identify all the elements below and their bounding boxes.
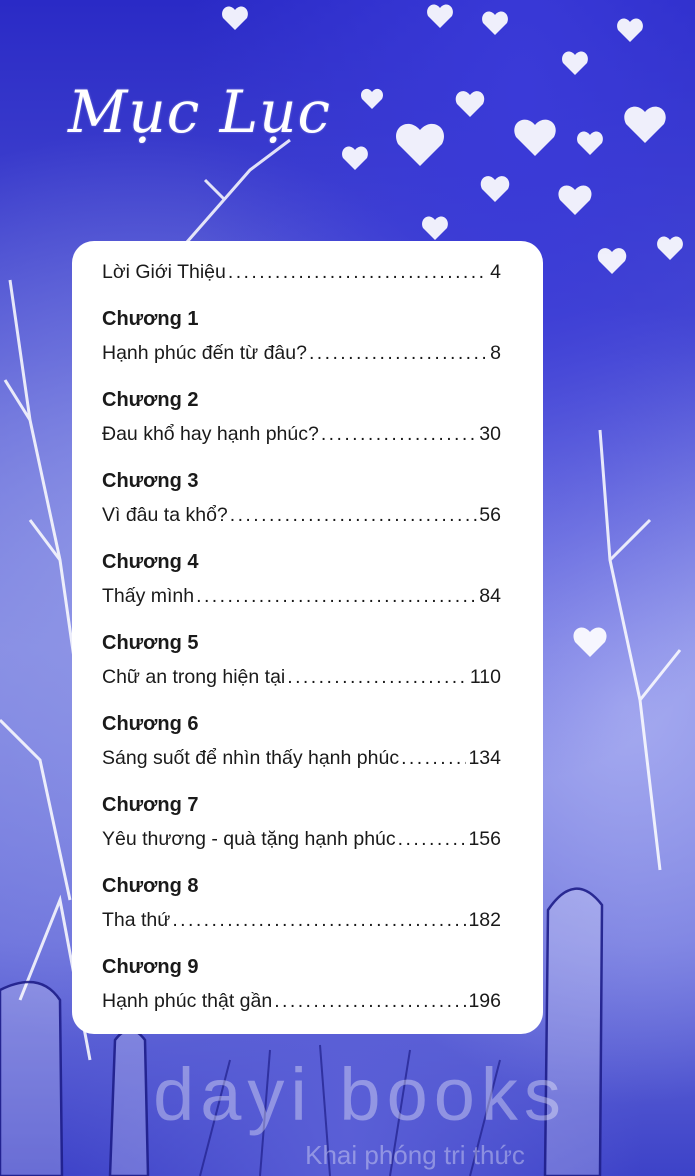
- toc-entry-label: Hạnh phúc đến từ đâu?: [102, 342, 307, 364]
- chapter-block-9: [102, 950, 501, 1018]
- toc-entry-chapter-4[interactable]: [102, 579, 501, 613]
- publisher-tagline: Khai phóng tri thức: [305, 1140, 525, 1170]
- toc-entry-chapter-6[interactable]: [102, 741, 501, 775]
- table-of-contents-card: [72, 241, 543, 1034]
- toc-entry-chapter-1[interactable]: [102, 336, 501, 370]
- toc-entry-label: Thấy mình: [102, 585, 195, 607]
- toc-entry-page: 56: [479, 504, 501, 526]
- chapter-block-8: [102, 869, 501, 937]
- page-title: Mục Lục: [68, 78, 332, 146]
- toc-entry-page: 84: [479, 585, 501, 607]
- chapter-heading: Chương 7: [102, 794, 199, 816]
- chapter-heading: Chương 1: [102, 308, 199, 330]
- toc-entry-chapter-7[interactable]: [102, 822, 501, 856]
- toc-entry-page: 196: [468, 990, 501, 1012]
- chapter-heading: Chương 9: [102, 956, 199, 978]
- toc-entry-page: 110: [469, 666, 501, 688]
- chapter-block-2: [102, 383, 501, 451]
- toc-entry-page: 134: [468, 747, 501, 769]
- toc-entry-label: Vì đâu ta khổ?: [102, 504, 228, 526]
- toc-entry-page: 4: [490, 261, 501, 283]
- toc-entry-label: Tha thứ: [102, 909, 171, 931]
- leader-dots: [401, 741, 466, 775]
- chapter-block-5: [102, 626, 501, 694]
- chapter-block-1: [102, 302, 501, 370]
- toc-entry-label: Chữ an trong hiện tại: [102, 666, 286, 688]
- publisher-watermark: dayi books: [153, 1053, 567, 1136]
- chapter-heading: Chương 3: [102, 470, 199, 492]
- chapter-block-6: [102, 707, 501, 775]
- chapter-heading: Chương 6: [102, 713, 199, 735]
- leader-dots: [321, 417, 477, 451]
- chapter-heading: Chương 8: [102, 875, 199, 897]
- toc-entry-chapter-8[interactable]: [102, 903, 501, 937]
- chapter-heading: Chương 4: [102, 551, 199, 573]
- chapter-block-3: [102, 464, 501, 532]
- leader-dots: [172, 903, 466, 937]
- leader-dots: [228, 255, 488, 289]
- leader-dots: [196, 579, 477, 613]
- toc-entry-label: Đau khổ hay hạnh phúc?: [102, 423, 319, 445]
- chapter-heading: Chương 2: [102, 389, 199, 411]
- toc-entry-label: Hạnh phúc thật gần: [102, 990, 273, 1012]
- leader-dots: [274, 984, 466, 1018]
- toc-entry-chapter-3[interactable]: [102, 498, 501, 532]
- leader-dots: [398, 822, 467, 856]
- chapter-block-7: [102, 788, 501, 856]
- leader-dots: [230, 498, 478, 532]
- chapter-block-4: [102, 545, 501, 613]
- toc-entry-chapter-9[interactable]: [102, 984, 501, 1018]
- toc-entry-chapter-2[interactable]: [102, 417, 501, 451]
- toc-entry-label: Lời Giới Thiệu: [102, 261, 226, 283]
- chapter-heading: Chương 5: [102, 632, 199, 654]
- toc-entry-label: Yêu thương - quà tặng hạnh phúc: [102, 828, 396, 850]
- toc-entry-page: 156: [468, 828, 501, 850]
- leader-dots: [309, 336, 488, 370]
- leader-dots: [287, 660, 468, 694]
- toc-entry-chapter-5[interactable]: [102, 660, 501, 694]
- toc-entry-page: 8: [490, 342, 501, 364]
- toc-entry-page: 30: [479, 423, 501, 445]
- toc-entry-label: Sáng suốt để nhìn thấy hạnh phúc: [102, 747, 400, 769]
- toc-entry-page: 182: [468, 909, 501, 931]
- toc-entry-intro[interactable]: [102, 255, 501, 289]
